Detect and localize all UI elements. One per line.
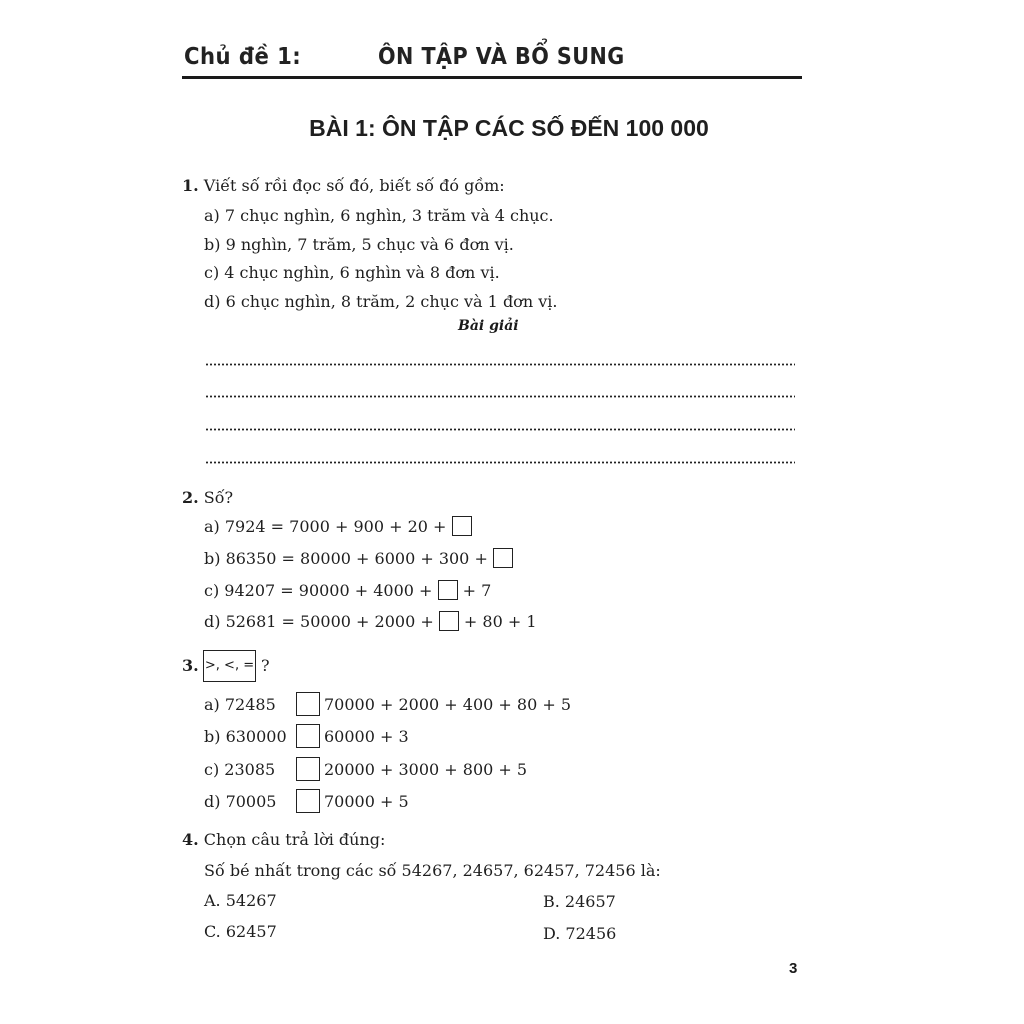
equation-text: b) 86350 = 80000 + 6000 + 300 + xyxy=(204,549,493,568)
answer-box[interactable] xyxy=(452,516,472,536)
comparison-answer-box[interactable] xyxy=(296,692,320,716)
comparison-answer-box[interactable] xyxy=(296,724,320,748)
exercise-3-number xyxy=(182,656,199,676)
answer-line[interactable] xyxy=(205,363,795,366)
option-b[interactable]: B. 24657 xyxy=(543,892,616,911)
chapter-header xyxy=(182,44,802,74)
equation-text: d) 52681 = 50000 + 2000 + xyxy=(204,612,439,631)
comparison-answer-box[interactable] xyxy=(296,757,320,781)
equation-tail: + 80 + 1 xyxy=(458,612,537,631)
page-number: 3 xyxy=(789,960,798,977)
exercise-prompt: Số? xyxy=(203,488,234,507)
answer-line[interactable] xyxy=(205,395,795,398)
comparison-signs-box: >, <, = xyxy=(203,650,256,682)
exercise-1-item-c: c) 4 chục nghìn, 6 nghìn và 8 đơn vị. xyxy=(204,263,500,282)
exercise-3-item-c-left: c) 23085 xyxy=(204,760,276,779)
comparison-answer-box[interactable] xyxy=(296,789,320,813)
answer-box[interactable] xyxy=(493,548,513,568)
option-d[interactable]: D. 72456 xyxy=(543,924,617,943)
lesson-title xyxy=(0,115,1024,142)
exercise-1-prompt xyxy=(182,176,505,196)
exercise-number: 4. xyxy=(182,830,199,849)
exercise-2-item-d xyxy=(204,611,537,632)
chapter-divider xyxy=(182,76,802,79)
exercise-2-item-b xyxy=(204,548,513,569)
answer-line[interactable] xyxy=(205,461,795,464)
exercise-2-item-a xyxy=(204,516,472,537)
answer-box[interactable] xyxy=(438,580,458,600)
answer-line[interactable] xyxy=(205,428,795,431)
option-c[interactable]: C. 62457 xyxy=(204,922,277,941)
exercise-3-item-a-right: 70000 + 2000 + 400 + 80 + 5 xyxy=(324,695,572,714)
exercise-2-prompt xyxy=(182,488,233,508)
chapter-label: Chủ đề 1: xyxy=(184,44,302,70)
exercise-prompt: Viết số rồi đọc số đó, biết số đó gồm: xyxy=(203,176,505,195)
exercise-number: 2. xyxy=(182,488,199,507)
exercise-4-prompt xyxy=(182,830,385,850)
option-a[interactable]: A. 54267 xyxy=(204,891,277,910)
equation-text: c) 94207 = 90000 + 4000 + xyxy=(204,581,438,600)
exercise-3-item-d-right: 70000 + 5 xyxy=(324,792,409,811)
equation-text: a) 7924 = 7000 + 900 + 20 + xyxy=(204,517,452,536)
equation-tail: + 7 xyxy=(457,581,492,600)
chapter-title: ÔN TẬP VÀ BỔ SUNG xyxy=(378,44,625,70)
exercise-2-item-c xyxy=(204,580,491,601)
question-mark: ? xyxy=(261,656,270,675)
answer-box[interactable] xyxy=(439,611,459,631)
exercise-number: 1. xyxy=(182,176,199,195)
solution-label: Bài giải xyxy=(458,318,519,334)
exercise-3-item-c-right: 20000 + 3000 + 800 + 5 xyxy=(324,760,528,779)
exercise-4-question: Số bé nhất trong các số 54267, 24657, 62457, 72456 là: xyxy=(204,861,661,880)
exercise-1-item-b: b) 9 nghìn, 7 trăm, 5 chục và 6 đơn vị. xyxy=(204,235,514,254)
exercise-3-item-b-left: b) 630000 xyxy=(204,727,287,746)
exercise-1-item-a: a) 7 chục nghìn, 6 nghìn, 3 trăm và 4 chục. xyxy=(204,206,554,225)
exercise-prompt: Chọn câu trả lời đúng: xyxy=(203,830,386,849)
exercise-3-item-b-right: 60000 + 3 xyxy=(324,727,409,746)
exercise-3-item-a-left: a) 72485 xyxy=(204,695,276,714)
lesson-title-text: BÀI 1: ÔN TẬP CÁC SỐ ĐẾN 100 000 xyxy=(309,115,709,141)
exercise-3-item-d-left: d) 70005 xyxy=(204,792,277,811)
exercise-1-item-d: d) 6 chục nghìn, 8 trăm, 2 chục và 1 đơn vị. xyxy=(204,292,558,311)
exercise-number: 3. xyxy=(182,656,199,675)
